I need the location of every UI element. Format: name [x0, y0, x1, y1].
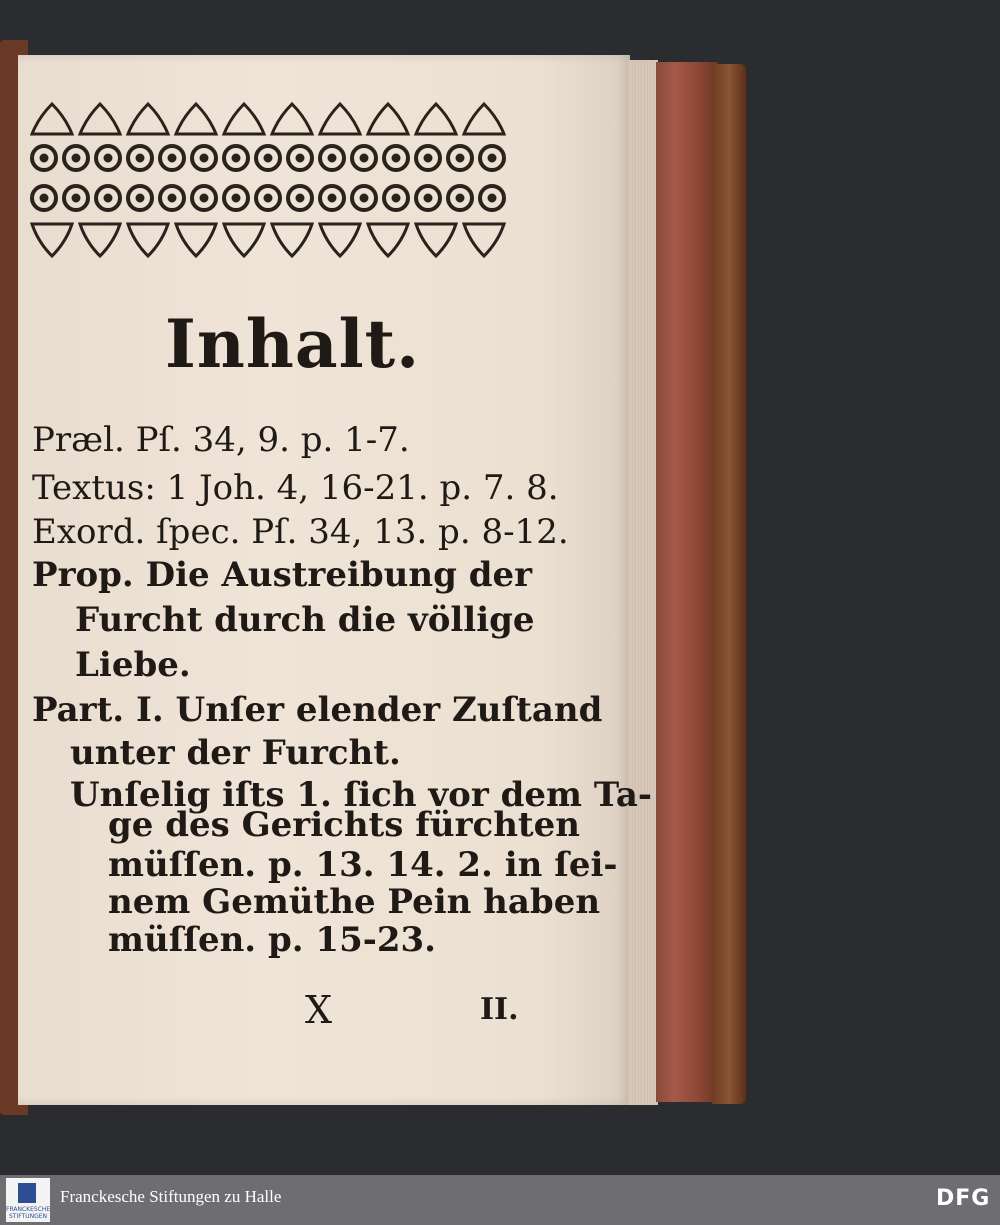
toc-line-10: ge des Gerichts fürchten	[108, 805, 580, 845]
ornament-rosette-center	[456, 154, 464, 162]
toc-line-2: Textus: 1 Joh. 4, 16-21. p. 7. 8.	[32, 468, 559, 508]
ornament-rosette-center	[72, 194, 80, 202]
ornament-fleuron	[320, 224, 360, 256]
institution-name[interactable]: Franckesche Stiftungen zu Halle	[60, 1187, 282, 1206]
ornament-fleuron	[272, 224, 312, 256]
ornament-rosette-center	[296, 154, 304, 162]
ornament-rosette-center	[264, 154, 272, 162]
ornament-fleuron	[368, 224, 408, 256]
ornament-rosette-center	[392, 154, 400, 162]
ornament-rosette-center	[104, 194, 112, 202]
ornament-rosette-center	[40, 194, 48, 202]
ornament-fleuron	[416, 224, 456, 256]
toc-line-3: Exord. ſpec. Pſ. 34, 13. p. 8-12.	[32, 512, 569, 552]
ornament-rosette-center	[200, 154, 208, 162]
catchword-right: II.	[480, 992, 519, 1027]
toc-line-7: Part. I. Unſer elender Zuſtand	[32, 690, 603, 730]
ornament-rosette-center	[232, 154, 240, 162]
ornament-fleuron	[128, 104, 168, 134]
ornament-fleuron	[224, 104, 264, 134]
ornament-fleuron	[464, 104, 504, 134]
ornament-rosette-center	[424, 194, 432, 202]
ornament-fleuron	[464, 224, 504, 256]
ornament-rosette-center	[488, 194, 496, 202]
ornament-rosette-center	[488, 154, 496, 162]
cover-edge	[712, 64, 746, 1104]
ornament-fleuron	[224, 224, 264, 256]
dfg-logo[interactable]: DFG	[936, 1186, 991, 1211]
ornament-fleuron	[80, 224, 120, 256]
toc-line-13: müſſen. p. 15-23.	[108, 920, 436, 960]
ornament-rosette-center	[232, 194, 240, 202]
ornament-rosette-center	[264, 194, 272, 202]
ornament-fleuron	[80, 104, 120, 134]
toc-line-6: Liebe.	[75, 645, 191, 685]
page-stack	[628, 60, 658, 1105]
logo-text: FRANCKESCHE STIFTUNGEN	[6, 1206, 51, 1220]
toc-line-1: Præl. Pſ. 34, 9. p. 1-7.	[32, 420, 410, 460]
toc-line-11: müſſen. p. 13. 14. 2. in ſei-	[108, 845, 618, 885]
fore-edge	[656, 62, 718, 1102]
logo-mark-icon	[18, 1183, 36, 1203]
ornament-rosette-center	[104, 154, 112, 162]
ornament-fleuron	[176, 224, 216, 256]
ornament-rosette-center	[200, 194, 208, 202]
ornament-fleuron	[416, 104, 456, 134]
toc-line-9: Unſelig iſts 1. ſich vor dem Ta-	[70, 775, 653, 815]
ornament-fleuron	[320, 104, 360, 134]
ornament-rosette-center	[168, 194, 176, 202]
ornament-fleuron	[32, 224, 72, 256]
toc-line-4: Prop. Die Austreibung der	[32, 555, 533, 595]
ornament-band	[30, 100, 510, 260]
ornament-fleuron	[368, 104, 408, 134]
ornament-rosette-center	[168, 154, 176, 162]
ornament-rosette-center	[360, 154, 368, 162]
ornament-rosette-center	[328, 154, 336, 162]
toc-line-12: nem Gemüthe Pein haben	[108, 882, 601, 922]
ornament-fleuron	[176, 104, 216, 134]
ornament-rosette-center	[296, 194, 304, 202]
ornament-rosette-center	[136, 154, 144, 162]
page-title: Inhalt.	[165, 305, 421, 383]
ornament-fleuron	[128, 224, 168, 256]
ornament-rosette-center	[424, 154, 432, 162]
toc-line-5: Furcht durch die völlige	[75, 600, 535, 640]
toc-line-8: unter der Furcht.	[70, 733, 401, 773]
ornament-rosette-center	[360, 194, 368, 202]
ornament-fleuron	[32, 104, 72, 134]
ornament-fleuron	[272, 104, 312, 134]
ornament-rosette-center	[328, 194, 336, 202]
ornament-rosette-center	[136, 194, 144, 202]
ornament-rosette-center	[40, 154, 48, 162]
ornament-rosette-center	[392, 194, 400, 202]
ornament-rosette-center	[72, 154, 80, 162]
catchword-left: X	[305, 988, 333, 1032]
ornament-rosette-center	[456, 194, 464, 202]
